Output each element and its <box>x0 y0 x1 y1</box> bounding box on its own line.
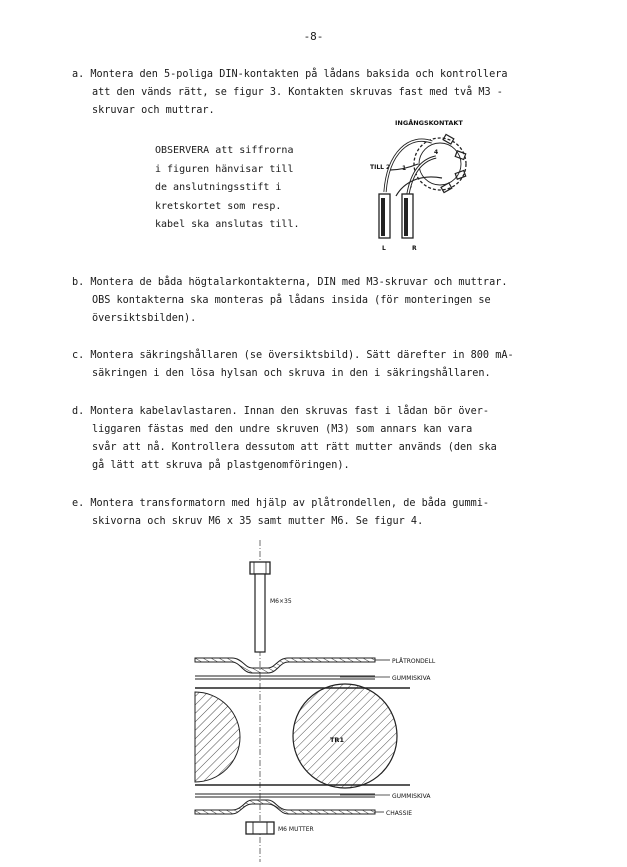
note-line-5: kabel ska anslutas till. <box>155 219 300 230</box>
note-line-1: OBSERVERA att siffrorna <box>155 145 294 156</box>
figure3-pin-3: 3 <box>408 183 413 190</box>
note-line-3: de anslutningsstift i <box>155 182 282 193</box>
step-e-line-2: skivorna och skruv M6 x 35 samt mutter M6. Se figur 4. <box>92 516 424 527</box>
chassis-label: CHASSIE <box>386 810 412 817</box>
note-line-4: kretskortet som resp. <box>155 200 282 212</box>
step-b <box>72 274 572 328</box>
step-b-line-1: b. Montera de båda högtalarkontakterna, DIN med M3-skruvar och muttrar. <box>72 277 508 288</box>
rubber-top-label: GUMMISKIVA <box>392 675 431 682</box>
figure3-cable-r: R <box>412 245 417 252</box>
nut <box>246 822 274 834</box>
step-a-line-1: a. Montera den 5-poliga DIN-kontakten på lådans baksida och kontrollera <box>72 69 508 80</box>
page-number: -8- <box>303 30 324 43</box>
step-d-line-3: svår att nå. Kontrollera dessutom att rätt mutter används (den ska <box>92 442 497 453</box>
screw-head <box>250 562 270 574</box>
screw-label: M6×35 <box>270 598 292 605</box>
step-d-line-4: gå lätt att skruva på plastgenomföringen). <box>92 460 350 471</box>
transformer-core-left <box>195 692 240 782</box>
step-d <box>72 403 572 475</box>
nut-label: M6 MUTTER <box>278 826 314 833</box>
chassis-plate <box>195 800 375 814</box>
figure-4-transformer-mounting <box>190 540 450 865</box>
step-d-line-1: d. Montera kabelavlastaren. Innan den skruvas fast i lådan bör över- <box>72 406 490 417</box>
step-b-line-3: översiktsbilden). <box>92 313 197 324</box>
observera-note <box>155 142 300 235</box>
step-a-line-2: att den vänds rätt, se figur 3. Kontakten skruvas fast med två M3 - <box>92 87 503 98</box>
figure3-pin-4: 4 <box>434 149 439 156</box>
step-d-line-2: liggaren fästas med den undre skruven (M3) som annars kan vara <box>92 424 473 435</box>
rubber-bottom-label: GUMMISKIVA <box>392 793 431 800</box>
figure3-cable-l: L <box>382 245 386 252</box>
step-a-line-3: skruvar och muttrar. <box>92 105 215 116</box>
step-e-line-1: e. Montera transformatorn med hjälp av plåtrondellen, de båda gummi- <box>72 498 490 509</box>
step-e <box>72 495 572 531</box>
washer-plate <box>195 658 375 673</box>
step-b-line-2: OBS kontakterna ska monteras på lådans insida (för monteringen se <box>92 295 491 306</box>
screw-shank <box>255 574 265 652</box>
figure-3-din-connector <box>360 112 500 252</box>
step-c <box>72 347 572 383</box>
figure3-pin-1: 1 <box>402 165 407 172</box>
step-c-line-1: c. Montera säkringshållaren (se översiktsbild). Sätt därefter in 800 mA- <box>72 350 514 361</box>
washer-label: PLÅTRONDELL <box>392 658 436 665</box>
step-c-line-2: säkringen i den lösa hylsan och skruva in den i säkringshållaren. <box>92 368 491 379</box>
figure3-title: INGÅNGSKONTAKT <box>395 119 463 127</box>
note-line-2: i figuren hänvisar till <box>155 163 294 175</box>
figure3-label-till2: TILL 2 <box>370 164 391 171</box>
transformer-core-right <box>293 684 397 788</box>
transformer-label: TR1 <box>330 736 344 744</box>
